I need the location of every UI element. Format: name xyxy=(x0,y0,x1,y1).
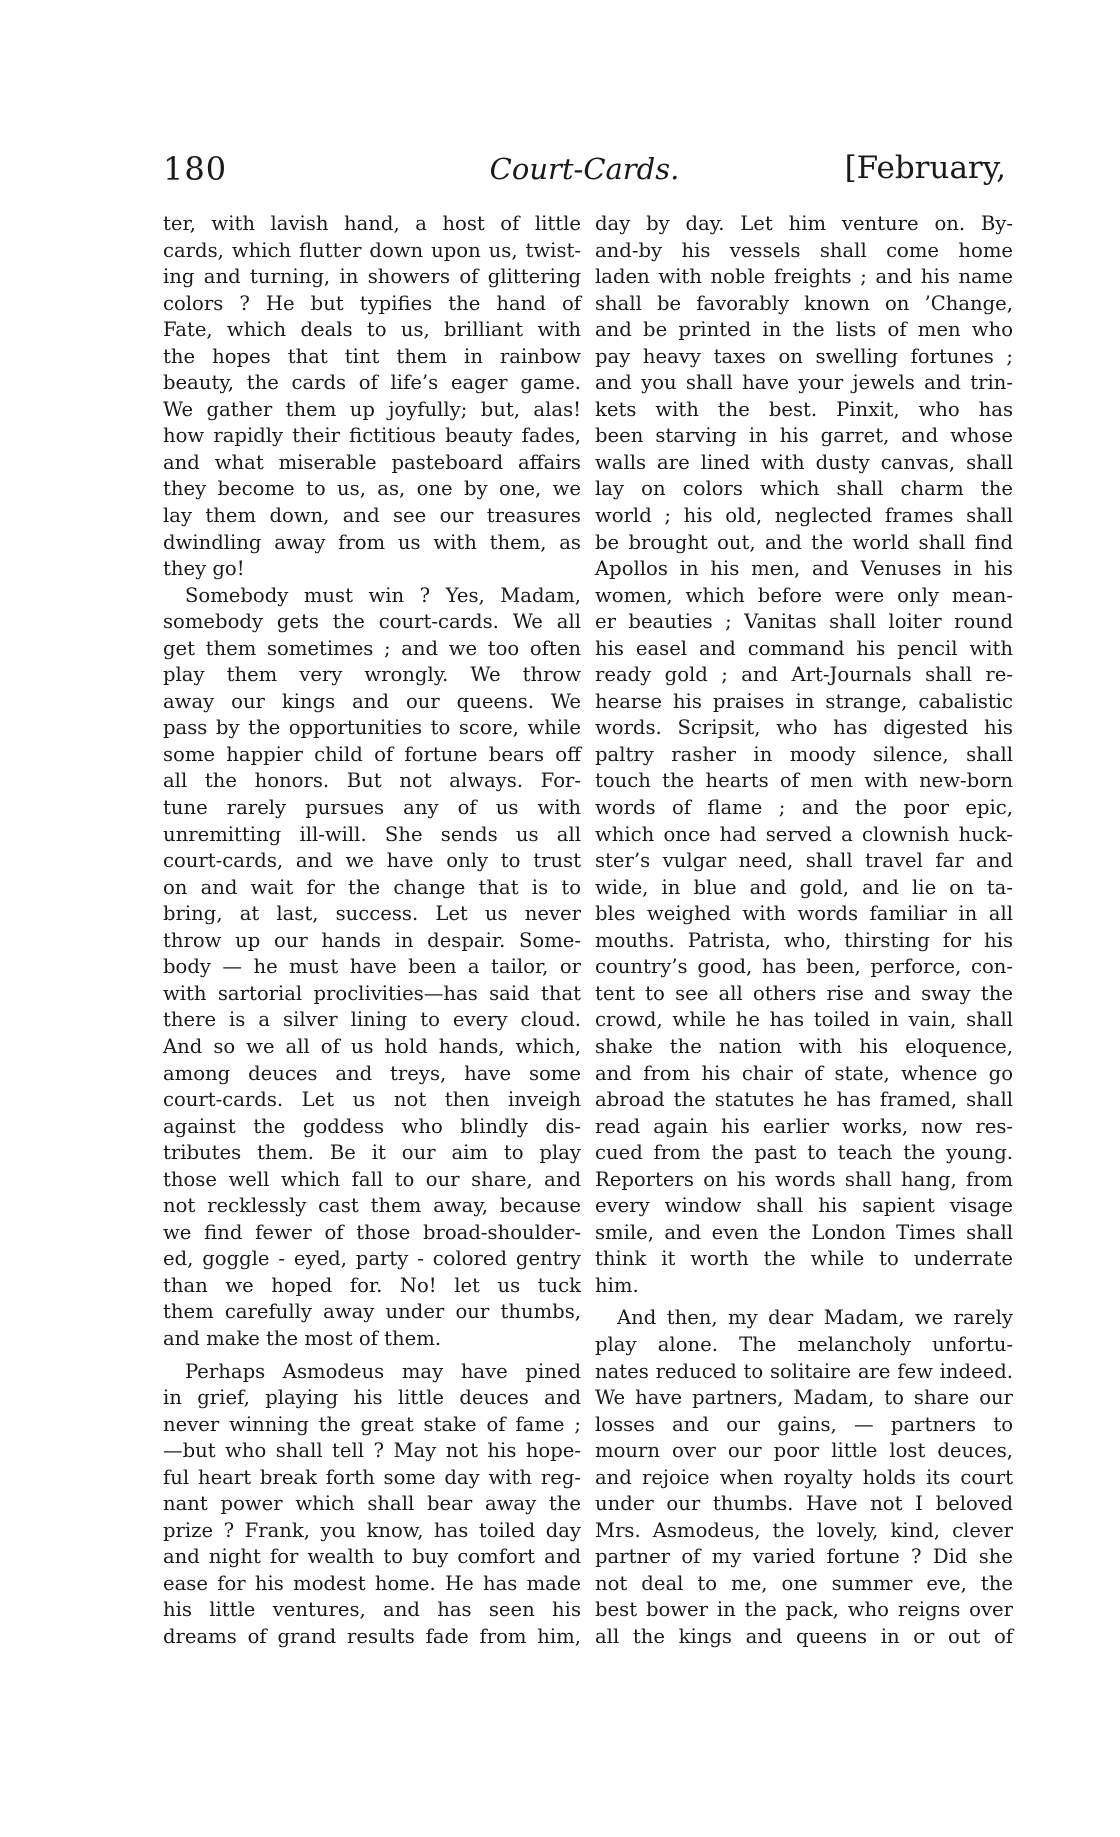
text-line: and make the most of them. xyxy=(163,1326,442,1350)
text-line: Somebody must win ? Yes, Madam, xyxy=(185,583,581,607)
text-line: been starving in his garret, and whose xyxy=(595,424,1013,448)
text-line: how rapidly their fictitious beauty fades, xyxy=(163,424,581,448)
text-line: and you shall have your jewels and trin- xyxy=(595,371,1013,395)
text-line: ease for his modest home. He has made xyxy=(163,1571,581,1595)
text-line: and-by his vessels shall come home xyxy=(595,238,1013,262)
running-month: [February, xyxy=(844,150,1006,186)
text-line: under our thumbs. Have not I beloved xyxy=(595,1492,1013,1516)
text-line: losses and our gains, — partners to xyxy=(595,1412,1013,1436)
text-line: be brought out, and the world shall find xyxy=(595,530,1013,554)
text-line: get them sometimes ; and we too often xyxy=(163,636,581,660)
right-column xyxy=(595,211,1013,1651)
text-line: day by day. Let him venture on. By- xyxy=(595,212,1013,235)
text-line: Apollos in his men, and Venuses in his xyxy=(595,557,1013,581)
text-line: paltry rasher in moody silence, shall xyxy=(595,742,1013,766)
text-line: abroad the statutes he has framed, shall xyxy=(595,1088,1013,1112)
text-line: in grief, playing his little deuces and xyxy=(163,1386,581,1410)
text-line: ed, goggle - eyed, party - colored gentry xyxy=(163,1247,581,1271)
text-line: words of flame ; and the poor epic, xyxy=(595,796,1013,820)
text-line: bring, at last, success. Let us never xyxy=(163,902,581,926)
text-line: which once had served a clownish huck- xyxy=(595,822,1013,846)
text-line: never winning the great stake of fame ; xyxy=(163,1412,581,1436)
text-line: We gather them up joyfully; but, alas! xyxy=(163,397,581,421)
text-line: lay them down, and see our treasures xyxy=(163,504,581,528)
text-line: world ; his old, neglected frames shall xyxy=(595,504,1013,528)
text-line: wide, in blue and gold, and lie on ta- xyxy=(595,875,1013,899)
text-line: dreams of grand results fade from him, xyxy=(163,1624,581,1648)
text-line: tent to see all others rise and sway the xyxy=(595,981,1013,1005)
text-line: bles weighed with words familiar in all xyxy=(595,902,1013,926)
text-line: crowd, while he has toiled in vain, shall xyxy=(595,1008,1013,1032)
text-line: tributes them. Be it our aim to play xyxy=(163,1141,581,1165)
text-line: tune rarely pursues any of us with xyxy=(163,796,581,820)
text-line: Fate, which deals to us, brilliant with xyxy=(163,318,581,342)
text-line: And so we all of us hold hands, which, xyxy=(163,1034,581,1058)
text-line: shake the nation with his eloquence, xyxy=(595,1034,1013,1058)
text-line: partner of my varied fortune ? Did she xyxy=(595,1545,1013,1569)
text-line: court-cards. Let us not then inveigh xyxy=(163,1088,581,1112)
text-line: away our kings and our queens. We xyxy=(163,689,581,713)
text-line: ing and turning, in showers of glittering xyxy=(163,265,581,289)
text-line: throw up our hands in despair. Some- xyxy=(163,928,581,952)
text-line: and be printed in the lists of men who xyxy=(595,318,1013,342)
text-line: Reporters on his words shall hang, from xyxy=(595,1167,1013,1191)
text-line: play them very wrongly. We throw xyxy=(163,663,581,687)
text-line: among deuces and treys, have some xyxy=(163,1061,581,1085)
text-line: dwindling away from us with them, as xyxy=(163,530,581,554)
text-line: pay heavy taxes on swelling fortunes ; xyxy=(595,344,1013,368)
text-line: somebody gets the court-cards. We all xyxy=(163,610,581,634)
running-title: Court-Cards. xyxy=(489,152,680,186)
text-line: and rejoice when royalty holds its court xyxy=(595,1465,1013,1489)
text-line: kets with the best. Pinxit, who has xyxy=(595,397,1013,421)
text-line: And then, my dear Madam, we rarely xyxy=(617,1306,1013,1330)
text-line: ter, with lavish hand, a host of little xyxy=(163,212,581,235)
text-line: best bower in the pack, who reigns over xyxy=(595,1598,1013,1622)
text-line: against the goddess who blindly dis- xyxy=(163,1114,581,1138)
text-line: mouths. Patrista, who, thirsting for his xyxy=(595,928,1013,952)
text-line: nant power which shall bear away the xyxy=(163,1492,581,1516)
text-line: him. xyxy=(595,1273,639,1297)
text-line: ful heart break forth some day with reg- xyxy=(163,1465,581,1489)
text-line: not deal to me, one summer eve, the xyxy=(595,1571,1013,1595)
text-line: women, which before were only mean- xyxy=(595,583,1013,607)
text-line: those well which fall to our share, and xyxy=(163,1167,581,1191)
text-line: play alone. The melancholy unfortu- xyxy=(595,1332,1013,1356)
text-line: country’s good, has been, perforce, con- xyxy=(595,955,1013,979)
text-line: body — he must have been a tailor, or xyxy=(163,955,581,979)
text-line: We have partners, Madam, to share our xyxy=(595,1386,1013,1410)
text-line: touch the hearts of men with new-born xyxy=(595,769,1013,793)
text-line: nates reduced to solitaire are few indeed. xyxy=(595,1359,1013,1383)
text-line: cued from the past to teach the young. xyxy=(595,1141,1013,1165)
text-line: they become to us, as, one by one, we xyxy=(163,477,581,501)
text-line: every window shall his sapient visage xyxy=(595,1194,1013,1218)
text-line: beauty, the cards of life’s eager game. xyxy=(163,371,581,395)
text-line: his little ventures, and has seen his xyxy=(163,1598,581,1622)
text-line: lay on colors which shall charm the xyxy=(595,477,1013,501)
text-line: ster’s vulgar need, shall travel far and xyxy=(595,849,1013,873)
page-number: 180 xyxy=(163,150,228,188)
text-line: er beauties ; Vanitas shall loiter round xyxy=(595,610,1013,634)
text-line: we find fewer of those broad-shoulder- xyxy=(163,1220,581,1244)
text-line: ready gold ; and Art-Journals shall re- xyxy=(595,663,1013,687)
text-line: smile, and even the London Times shall xyxy=(595,1220,1013,1244)
text-line: on and wait for the change that is to xyxy=(163,875,581,899)
text-line: them carefully away under our thumbs, xyxy=(163,1300,581,1324)
text-line: walls are lined with dusty canvas, shall xyxy=(595,450,1013,474)
text-line: read again his earlier works, now res- xyxy=(595,1114,1013,1138)
text-line: laden with noble freights ; and his name xyxy=(595,265,1013,289)
text-line: and from his chair of state, whence go xyxy=(595,1061,1013,1085)
text-line: Perhaps Asmodeus may have pined xyxy=(185,1359,581,1383)
text-line: there is a silver lining to every cloud. xyxy=(163,1008,581,1032)
text-line: and night for wealth to buy comfort and xyxy=(163,1545,581,1569)
text-line: words. Scripsit, who has digested his xyxy=(595,716,1013,740)
left-column xyxy=(163,211,581,1651)
text-line: all the kings and queens in or out of xyxy=(595,1624,1013,1648)
text-line: some happier child of fortune bears off xyxy=(163,742,581,766)
text-line: think it worth the while to underrate xyxy=(595,1247,1013,1271)
text-line: —but who shall tell ? May not his hope- xyxy=(163,1439,581,1463)
text-line: and what miserable pasteboard affairs xyxy=(163,450,581,474)
text-line: mourn over our poor little lost deuces, xyxy=(595,1439,1013,1463)
page-header xyxy=(163,150,1006,200)
text-line: court-cards, and we have only to trust xyxy=(163,849,581,873)
text-line: with sartorial proclivities—has said that xyxy=(163,981,581,1005)
text-line: they go! xyxy=(163,557,245,581)
text-line: not recklessly cast them away, because xyxy=(163,1194,581,1218)
text-line: prize ? Frank, you know, has toiled day xyxy=(163,1518,581,1542)
text-line: all the honors. But not always. For- xyxy=(163,769,581,793)
text-line: shall be favorably known on ’Change, xyxy=(595,291,1013,315)
text-line: cards, which flutter down upon us, twist- xyxy=(163,238,581,262)
text-line: hearse his praises in strange, cabalistic xyxy=(595,689,1013,713)
text-line: colors ? He but typifies the hand of xyxy=(163,291,581,315)
text-line: his easel and command his pencil with xyxy=(595,636,1013,660)
text-line: the hopes that tint them in rainbow xyxy=(163,344,581,368)
text-line: Mrs. Asmodeus, the lovely, kind, clever xyxy=(595,1518,1013,1542)
text-line: than we hoped for. No! let us tuck xyxy=(163,1273,581,1297)
text-line: unremitting ill-will. She sends us all xyxy=(163,822,581,846)
text-line: pass by the opportunities to score, while xyxy=(163,716,581,740)
